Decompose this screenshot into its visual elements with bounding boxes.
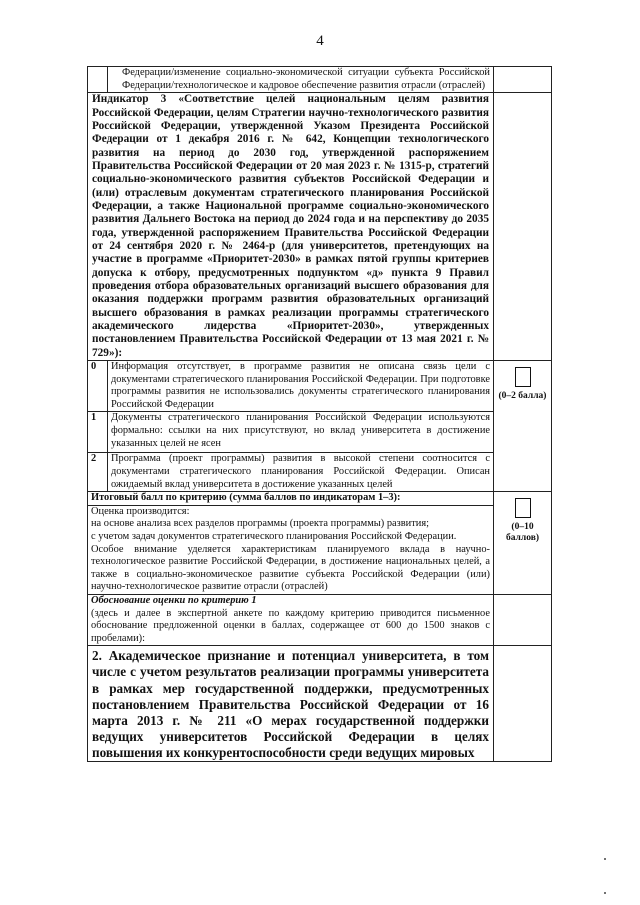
scan-dot [604, 858, 606, 860]
justification-row [88, 594, 552, 645]
criteria-table [87, 66, 552, 762]
intro-row [88, 67, 552, 93]
level-row [88, 361, 552, 412]
total-heading: Итоговый балл по критерию (сумма баллов по индикаторам 1–3): [88, 492, 494, 506]
intro-text: Федерации/изменение социально-экономической ситуации субъекта Российской Федерации/технологическое и кадровое обеспечение развития отрасли (отраслей) [108, 67, 494, 93]
total-note-line: с учетом задач документов стратегического планирования Российской Федерации. [91, 531, 457, 542]
total-note-line: Оценка производится: [91, 505, 190, 517]
total-note-line: на основе анализа всех разделов программы (проекта программы) развития; [91, 518, 429, 530]
indicator-3-heading: Индикатор 3 «Соответствие целей национальным целям развития Российской Федерации, целям Стратегии научно-технологического развития Российской Федерации, утвержденной Указом Президента Российской Федерации от 1 декабря 2016 г. № 642, Концепции технологического развития на период до 2030 год, утвержденной распоряжением Правительства Российской Федерации от 20 мая 2023 г. № 1315-р, стратегий социально-экономического развития субъектов Российской Федерации и (или) отраслевым документам стратегического планирования Российской Федерации, а также Национальной программе социально-экономического развития Дальнего Востока на период до 2024 года и на перспективу до 2035 года, утвержденной распоряжением Правительства Российской Федерации от 24 сентября 2020 г. № 2464-р (для университетов, претендующих на участие в программе «Приоритет-2030» в рамках пятой группы критериев допуска к отбору, предусмотренных подпунктом «д» пункта 9 Правил проведения отбора образовательных организаций высшего образования для оказания поддержки программ развития образовательных организаций высшего образования в рамках реализации программы стратегического академического лидерства «Приоритет-2030», утвержденных постановлением Правительства Российской Федерации от 13 мая 2021 г. № 729»): [88, 93, 494, 361]
total-heading-row [88, 492, 552, 506]
total-note-line: Особое внимание уделяется характеристикам планируемого вклада в научно-технологическое развитие Российской Федерации, в достижение национальных целей, а также в социально-экономическое развитие субъекта Российской Федерации (или) научно-технологическое развитие отрасли (отраслей) [91, 543, 490, 593]
level-text: Программа (проект программы) развития в высокой степени соотносится с документами стратегического планирования Российской Федерации. Описан ожидаемый вклад университета в достижение указанных целей [108, 453, 494, 492]
total-notes [88, 505, 494, 594]
total-score-checkbox[interactable] [515, 498, 531, 518]
indicator-3-row [88, 93, 552, 361]
total-score-cell [494, 492, 552, 595]
score-range-label: (0–2 балла) [498, 391, 547, 402]
indicator-score-cell [494, 361, 552, 492]
level-number: 2 [88, 453, 108, 492]
justification-text: (здесь и далее в экспертной анкете по каждому критерию приводится письменное обоснование предложенной оценки в баллах, содержащее от 600 до 1500 знаков с пробелами): [91, 607, 490, 644]
score-checkbox[interactable] [515, 367, 531, 387]
section-2-row [88, 646, 552, 762]
total-score-range-label: (0–10 баллов) [505, 522, 540, 544]
level-row [88, 453, 552, 492]
level-number: 0 [88, 361, 108, 412]
level-text: Документы стратегического планирования Российской Федерации используются формально: ссылки на них присутствуют, но вклад университета в достижение указанных целей не ясен [108, 412, 494, 453]
level-number: 1 [88, 412, 108, 453]
level-row [88, 412, 552, 453]
scan-dot [604, 892, 606, 894]
page-number: 4 [316, 33, 324, 49]
justification-cell[interactable] [88, 594, 494, 645]
justification-heading: Обоснование оценки по критерию 1 [91, 594, 257, 606]
level-text: Информация отсутствует, в программе развития не описана связь цели с документами стратегического планирования Российской Федерации. При подготовке программы развития не использовались документы стратегического планирования Российской Федерации [108, 361, 494, 412]
section-2-heading: 2. Академическое признание и потенциал университета, в том числе с учетом результатов реализации программы университета в рамках мер государственной поддержки, предусмотренных постановлением Правительства Российской Федерации от 16 марта 2013 г. № 211 «О мерах государственной поддержки ведущих университетов Российской Федерации в целях повышения их конкурентоспособности среди ведущих мировых [88, 646, 494, 762]
total-notes-row [88, 505, 552, 594]
